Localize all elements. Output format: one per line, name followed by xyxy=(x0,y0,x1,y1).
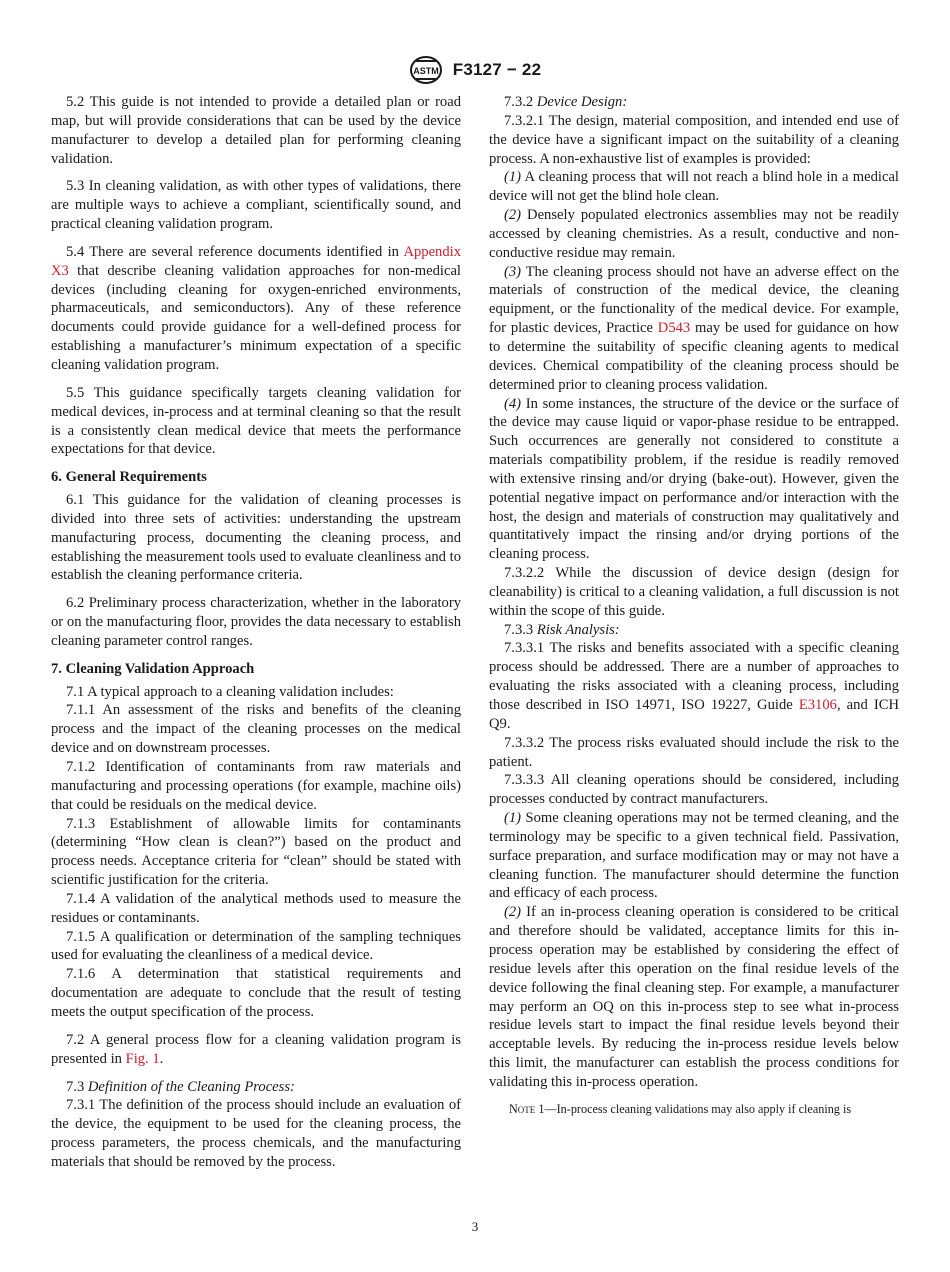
heading-7: 7. Cleaning Validation Approach xyxy=(51,660,255,677)
list-item: (3) The cleaning process should not have an adverse effect on the materials of construction of the medical device, the cleaning equipment, or the functionality of the medical device. For example, for plastic devices, Practice D543 may be used for guidance on how to determine the suitability of specific cleaning agents to medical devices. Chemical compatibility of the cleaning process should be determined prior to cleaning process validation. xyxy=(489,263,899,393)
left-column xyxy=(51,93,461,1172)
section-6-1: 6.1 This guidance for the validation of cleaning processes is divided into three sets of activities: understanding the upstream manufacturing process, documenting the cleaning process, and establishing the measurement tools used to evaluate cleanliness and to establish the cleaning performance criteria. xyxy=(51,492,461,584)
d543-link[interactable]: D543 xyxy=(657,320,691,337)
section-7-3-2-1: 7.3.2.1 The design, material composition, and intended end use of the device have a significant impact on the suitability of a cleaning process. A non-exhaustive list of examples is provided: xyxy=(489,112,899,167)
section-7-3-2-2: 7.3.2.2 While the discussion of device design (design for cleanability) is critical to a cleaning validation, a full discussion is not within the scope of this guide. xyxy=(489,565,899,619)
page-header xyxy=(0,55,950,85)
section-7-3-3-3: 7.3.3.3 All cleaning operations should be considered, including processes conducted by contract manufacturers. xyxy=(489,772,899,808)
list-item: (2) If an in-process cleaning operation is considered to be critical and therefore should be validated, acceptance limits for this in-process operation may be established by considering the effect of residue levels after this operation on the final residue levels of the device following the final cleaning step. For example, a manufacturer may perform an OQ on this in-process step to see what in-process residue levels start to impact the final residue levels beyond their acceptable levels. By reducing the in-process residue levels below this limit, the manufacturer can establish the process conditions for validating this in-process operation. xyxy=(489,904,899,1090)
section-7-3-2: 7.3.2 Device Design: xyxy=(504,94,628,110)
list-item: (4) In some instances, the structure of the device or the surface of the device may cause liquid or vapor-phase residue to be entrapped. Such occurrences are generally not considered to constitute a materials compatibility problem, if the residue is readily removed with extensive rinsing and/or drying (bake-out). However, given the potential negative impact on performance and/or interaction with the host, the design and materials of construction may qualitatively and quantitatively impact the rinsing and/or drying portions of the cleaning process. xyxy=(489,395,899,563)
section-6-2: 6.2 Preliminary process characterization, whether in the laboratory or on the manufacturing floor, provides the data necessary to establish cleaning parameter control ranges. xyxy=(51,595,461,649)
section-7-3-3-1: 7.3.3.1 The risks and benefits associated with a specific cleaning process should be addressed. There are a number of approaches to evaluating the risks associated with a cleaning process, including those described in ISO 14971, ISO 19227, Guide E3106, and ICH Q9. xyxy=(489,640,899,732)
section-5-2: 5.2 This guide is not intended to provide a detailed plan or road map, but will provide considerations that can be used by the device manufacturer to develop a detailed plan for performing cleaning validation. xyxy=(51,94,461,167)
standard-designation: F3127 − 22 xyxy=(452,60,542,79)
list-item: (1) Some cleaning operations may not be termed cleaning, and the terminology may be specific to a given technical field. Passivation, surface preparation, and surface modification may or may not have a cleaning function. The manufacturer should determine the function and efficacy of each process. xyxy=(489,810,899,902)
section-7-1-2: 7.1.2 Identification of contaminants from raw materials and manufacturing and processing operations (for example, machine oils) that could be residuals on the medical device. xyxy=(51,759,461,813)
fig-1-link[interactable]: Fig. 1 xyxy=(125,1050,160,1067)
section-7-1: 7.1 A typical approach to a cleaning validation includes: xyxy=(66,683,394,700)
section-7-3-1: 7.3.1 The definition of the process should include an evaluation of the device, the equipment to be used for the cleaning process, the process parameters, the process chemicals, and the manufacturing materials that should be removed by the process. xyxy=(51,1097,461,1170)
appendix-x3-link[interactable]: Appendix X3 xyxy=(51,243,461,279)
page-number: 3 xyxy=(471,1219,479,1234)
section-7-1-5: 7.1.5 A qualification or determination of the sampling techniques used for evaluating the cleanliness of a medical device. xyxy=(51,928,461,964)
section-7-1-1: 7.1.1 An assessment of the risks and benefits of the cleaning process and the impact of the cleaning processes on the medical device and on downstream processes. xyxy=(51,702,461,757)
svg-text:ASTM: ASTM xyxy=(413,66,439,76)
section-7-2: 7.2 A general process flow for a cleaning validation program is presented in Fig. 1. xyxy=(51,1031,461,1067)
section-5-5: 5.5 This guidance specifically targets cleaning validation for medical devices, in-process and at terminal cleaning so that the result is a consistently clean medical device that meets the performance expectations for that device. xyxy=(51,384,461,458)
list-item: (1) A cleaning process that will not reach a blind hole in a medical device will not get the blind hole clean. xyxy=(489,169,899,205)
section-5-3: 5.3 In cleaning validation, as with other types of validations, there are multiple ways to achieve a compliant, scientifically sound, and practical cleaning validation program. xyxy=(51,178,461,233)
e3106-link[interactable]: E3106 xyxy=(798,697,837,713)
list-item: (2) Densely populated electronics assemblies may not be readily accessed by cleaning chemistries. As a result, conductive and non-conductive residue may remain. xyxy=(489,207,899,261)
note-1: Note 1—In-process cleaning validations may also apply if cleaning is xyxy=(509,1101,852,1116)
section-7-1-3: 7.1.3 Establishment of allowable limits for contaminants (determining “How clean is clean?”) based on the product and process needs. Acceptance criteria for “clean” should be stated with scientific justification for the criteria. xyxy=(51,815,461,889)
astm-logo-icon xyxy=(409,55,443,85)
section-5-4: 5.4 There are several reference documents identified in Appendix X3 that describe cleaning validation approaches for non-medical devices (including cleaning for oxygen-enriched environments, pharmaceuticals, and semiconductors). Any of these reference documents could provide guidance for a well-defined process for establishing a manufacturer’s minimum expectation of a specific cleaning validation program. xyxy=(51,243,461,373)
section-7-3-3: 7.3.3 Risk Analysis: xyxy=(504,621,620,638)
right-column xyxy=(489,93,899,1119)
section-7-3: 7.3 Definition of the Cleaning Process: xyxy=(66,1078,295,1095)
section-7-1-6: 7.1.6 A determination that statistical requirements and documentation are adequate to conclude that the result of testing meets the output specification of the process. xyxy=(51,966,461,1020)
section-7-3-3-2: 7.3.3.2 The process risks evaluated should include the risk to the patient. xyxy=(489,734,899,770)
heading-6: 6. General Requirements xyxy=(51,469,207,486)
section-7-1-4: 7.1.4 A validation of the analytical methods used to measure the residues or contaminants. xyxy=(51,890,461,926)
